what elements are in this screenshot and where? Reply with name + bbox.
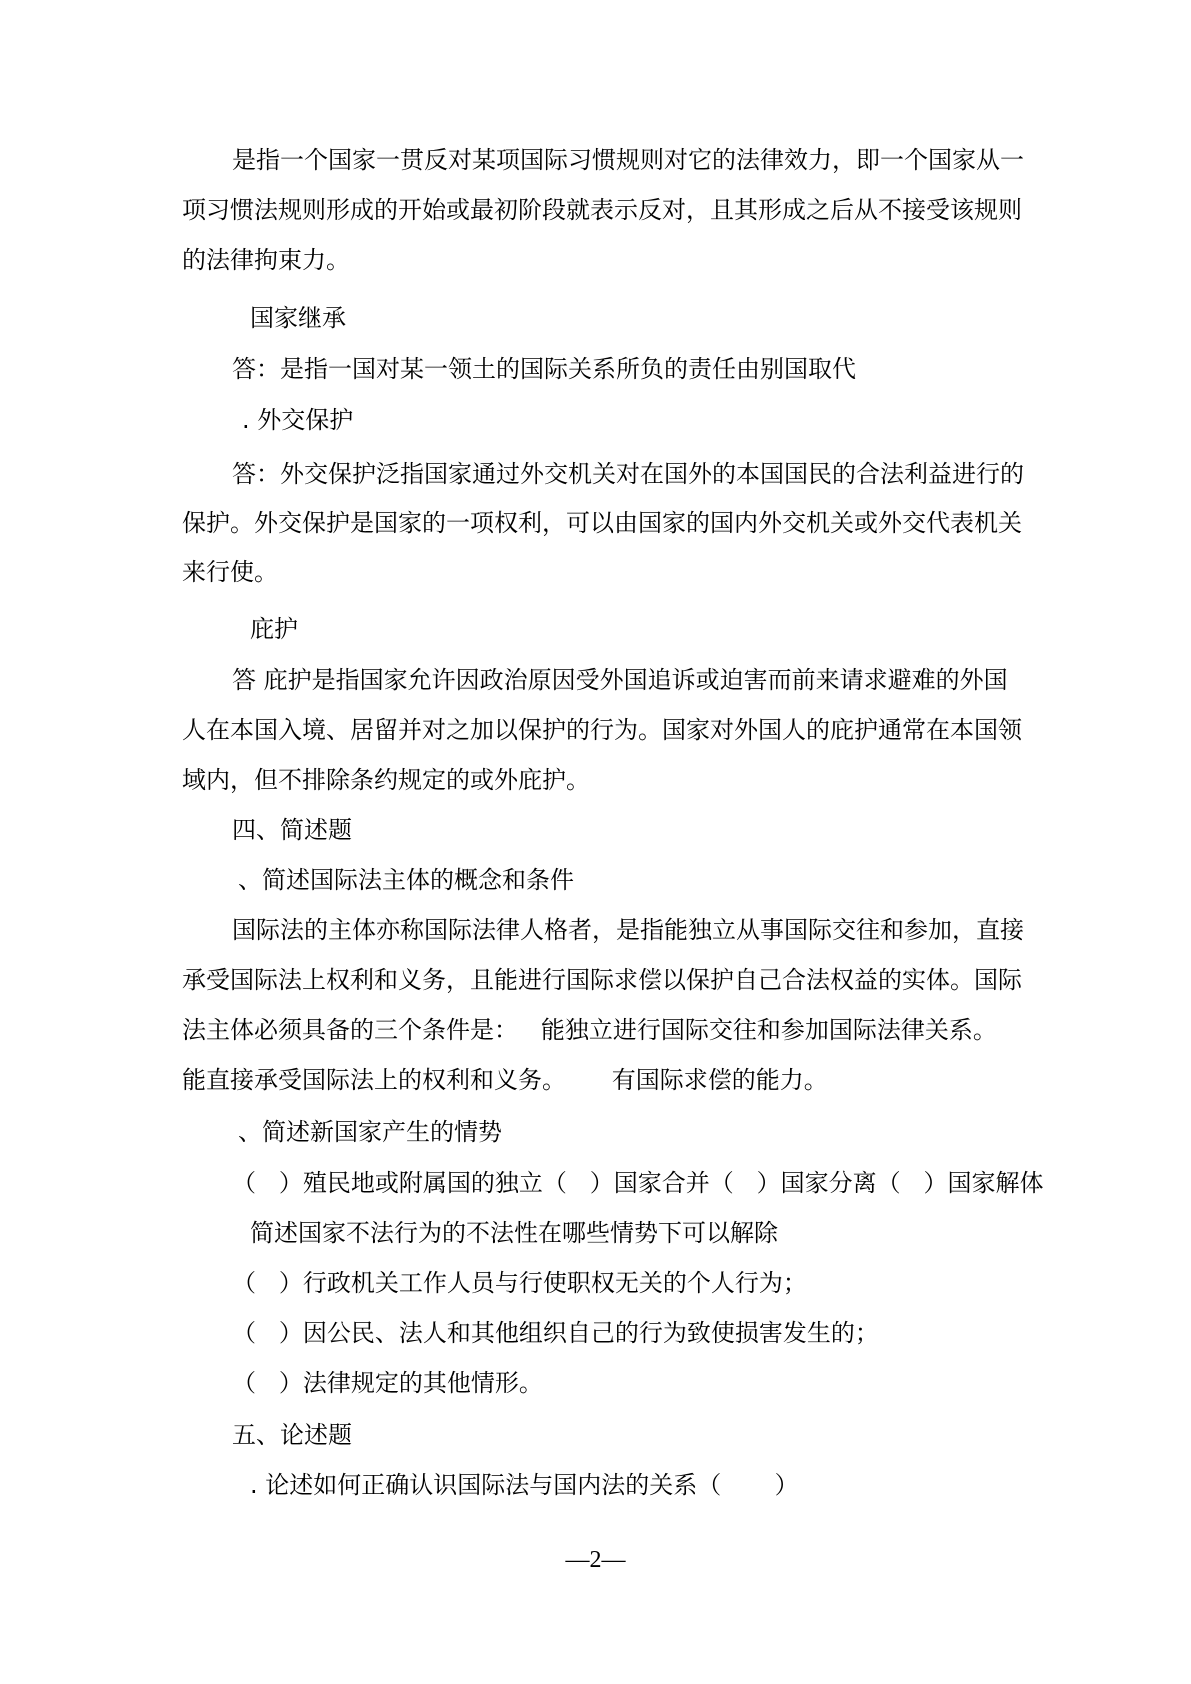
text-line: 域内，但不排除条约规定的或外庇护。 <box>182 766 590 794</box>
text-line: 国家继承 <box>250 304 346 332</box>
question-heading: 简述国家不法行为的不法性在哪些情势下可以解除 <box>250 1219 778 1247</box>
question-heading: . 论述如何正确认识国际法与国内法的关系（ ） <box>250 1471 799 1499</box>
text-line: 承受国际法上权利和义务，且能进行国际求偿以保护自己合法权益的实体。国际 <box>182 966 1022 994</box>
text-line: . 外交保护 <box>242 406 354 434</box>
text-line: 来行使。 <box>182 558 278 586</box>
section-heading: 四、简述题 <box>232 816 352 844</box>
text-line: 是指一个国家一贯反对某项国际习惯规则对它的法律效力，即一个国家从一 <box>232 146 1024 174</box>
text-line: （ ）行政机关工作人员与行使职权无关的个人行为； <box>232 1269 807 1297</box>
text-line: 答 庇护是指国家允许因政治原因受外国追诉或迫害而前来请求避难的外国 <box>232 666 1008 694</box>
text-line: 法主体必须具备的三个条件是： 能独立进行国际交往和参加国际法律关系。 <box>182 1016 997 1044</box>
text-line: 的法律拘束力。 <box>182 246 350 274</box>
section-heading: 五、论述题 <box>232 1421 352 1449</box>
text-line: （ ）殖民地或附属国的独立（ ）国家合并（ ）国家分离（ ）国家解体 <box>232 1169 1044 1197</box>
text-line: （ ）因公民、法人和其他组织自己的行为致使损害发生的； <box>232 1319 879 1347</box>
question-heading: 、简述新国家产生的情势 <box>238 1118 502 1146</box>
text-line: 答：外交保护泛指国家通过外交机关对在国外的本国国民的合法利益进行的 <box>232 460 1024 488</box>
text-line: 项习惯法规则形成的开始或最初阶段就表示反对，且其形成之后从不接受该规则 <box>182 196 1022 224</box>
text-line: 人在本国入境、居留并对之加以保护的行为。国家对外国人的庇护通常在本国领 <box>182 716 1022 744</box>
text-line: 保护。外交保护是国家的一项权利，可以由国家的国内外交机关或外交代表机关 <box>182 509 1022 537</box>
page-number: —2— <box>565 1547 626 1573</box>
text-line: 答：是指一国对某一领土的国际关系所负的责任由别国取代 <box>232 355 856 383</box>
text-line: 庇护 <box>250 615 298 643</box>
text-line: 国际法的主体亦称国际法律人格者，是指能独立从事国际交往和参加，直接 <box>232 916 1024 944</box>
text-line: 能直接承受国际法上的权利和义务。 有国际求偿的能力。 <box>182 1066 828 1094</box>
question-heading: 、简述国际法主体的概念和条件 <box>238 866 574 894</box>
text-line: （ ）法律规定的其他情形。 <box>232 1369 543 1397</box>
